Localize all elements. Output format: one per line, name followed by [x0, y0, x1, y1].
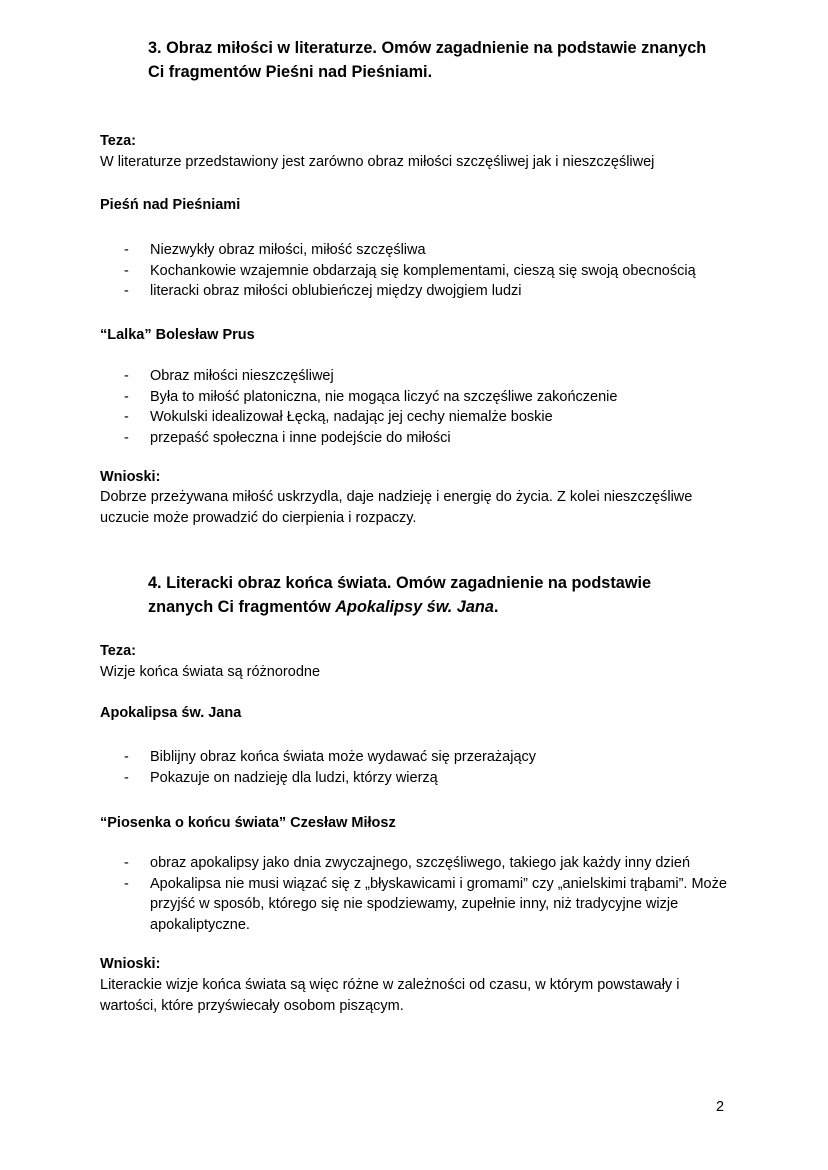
heading-line	[148, 596, 768, 620]
work-title: Pieśń nad Pieśniami	[100, 197, 241, 213]
bullet-dash: -	[124, 429, 129, 446]
bullet-dash: -	[124, 855, 129, 871]
list-item-text: Apokalipsa nie musi wiązać się z „błyskawicami i gromami” czy „anielskimi trąbami”. Może przyjść w sposób, którego się nie spodziewamy, zupełnie inny, niż tradycyjne wizje apokaliptyczne.	[150, 875, 727, 933]
bullet-list	[124, 240, 744, 302]
heading-line: Ci fragmentów Pieśni nad Pieśniami.	[148, 62, 433, 81]
work-title: “Piosenka o końcu świata” Czesław Miłosz	[100, 815, 396, 831]
list-item-text: obraz apokalipsy jako dnia zwyczajnego, szczęśliwego, takiego jak każdy inny dzień	[150, 855, 691, 871]
page-number: 2	[716, 1099, 725, 1115]
bullet-dash: -	[124, 388, 129, 405]
work-title: Apokalipsa św. Jana	[100, 705, 242, 721]
text-line: wartości, które przyświecały osobom piszącym.	[100, 997, 404, 1014]
bullet-dash: -	[124, 749, 129, 765]
bullet-dash: -	[124, 769, 129, 786]
heading-text: znanych Ci fragmentów	[148, 597, 336, 616]
conclusions-text	[100, 975, 740, 1016]
section-3-heading	[148, 37, 768, 84]
conclusions-label: Wnioski:	[100, 956, 161, 972]
heading-text: .	[493, 597, 499, 616]
text-line: Literackie wizje końca świata są więc różne w zależności od czasu, w którym powstawały i	[100, 977, 680, 993]
list-item	[124, 874, 734, 936]
thesis-text: Wizje końca świata są różnorodne	[100, 664, 321, 680]
bullet-dash: -	[124, 283, 129, 299]
bullet-list	[124, 853, 734, 935]
list-item	[124, 240, 744, 261]
list-item	[124, 407, 744, 428]
thesis-label: Teza:	[100, 133, 136, 149]
list-item-text: Kochankowie wzajemnie obdarzają się komplementami, cieszą się swoją obecnością	[150, 262, 696, 279]
bullet-dash: -	[124, 368, 129, 384]
list-item	[124, 261, 744, 282]
section-4-heading	[148, 572, 768, 619]
bullet-list	[124, 747, 744, 788]
list-item-text: Była to miłość platoniczna, nie mogąca liczyć na szczęśliwe zakończenie	[150, 388, 618, 405]
list-item	[124, 768, 744, 789]
bullet-dash: -	[124, 409, 129, 425]
bullet-dash: -	[124, 875, 129, 892]
list-item	[124, 387, 744, 408]
bullet-dash: -	[124, 242, 129, 258]
bullet-dash: -	[124, 262, 129, 279]
heading-line: 4. Literacki obraz końca świata. Omów zagadnienie na podstawie	[148, 574, 652, 592]
text-line: Dobrze przeżywana miłość uskrzydla, daje nadzieję i energię do życia. Z kolei nieszczęśliwe	[100, 489, 693, 505]
list-item-text: Niezwykły obraz miłości, miłość szczęśliwa	[150, 242, 426, 258]
work-title: “Lalka” Bolesław Prus	[100, 327, 255, 343]
text-line: uczucie może prowadzić do cierpienia i rozpaczy.	[100, 509, 417, 526]
list-item	[124, 853, 734, 874]
list-item	[124, 747, 744, 768]
list-item-text: Biblijny obraz końca świata może wydawać się przerażający	[150, 749, 537, 765]
thesis-label: Teza:	[100, 643, 136, 659]
thesis-text: W literaturze przedstawiony jest zarówno obraz miłości szczęśliwej jak i nieszczęśliwej	[100, 154, 655, 170]
heading-italic-title: Apokalipsy św. Jana	[335, 597, 494, 616]
list-item-text: literacki obraz miłości oblubieńczej między dwojgiem ludzi	[150, 283, 522, 299]
list-item	[124, 281, 744, 302]
list-item-text: przepaść społeczna i inne podejście do miłości	[150, 429, 451, 446]
bullet-list	[124, 366, 744, 448]
list-item	[124, 428, 744, 449]
conclusions-label: Wnioski:	[100, 469, 161, 485]
heading-line: 3. Obraz miłości w literaturze. Omów zagadnienie na podstawie znanych	[148, 39, 707, 57]
conclusions-text	[100, 487, 740, 528]
list-item-text: Pokazuje on nadzieję dla ludzi, którzy wierzą	[150, 769, 438, 786]
list-item	[124, 366, 744, 387]
list-item-text: Wokulski idealizował Łęcką, nadając jej cechy niemalże boskie	[150, 409, 553, 425]
list-item-text: Obraz miłości nieszczęśliwej	[150, 368, 334, 384]
